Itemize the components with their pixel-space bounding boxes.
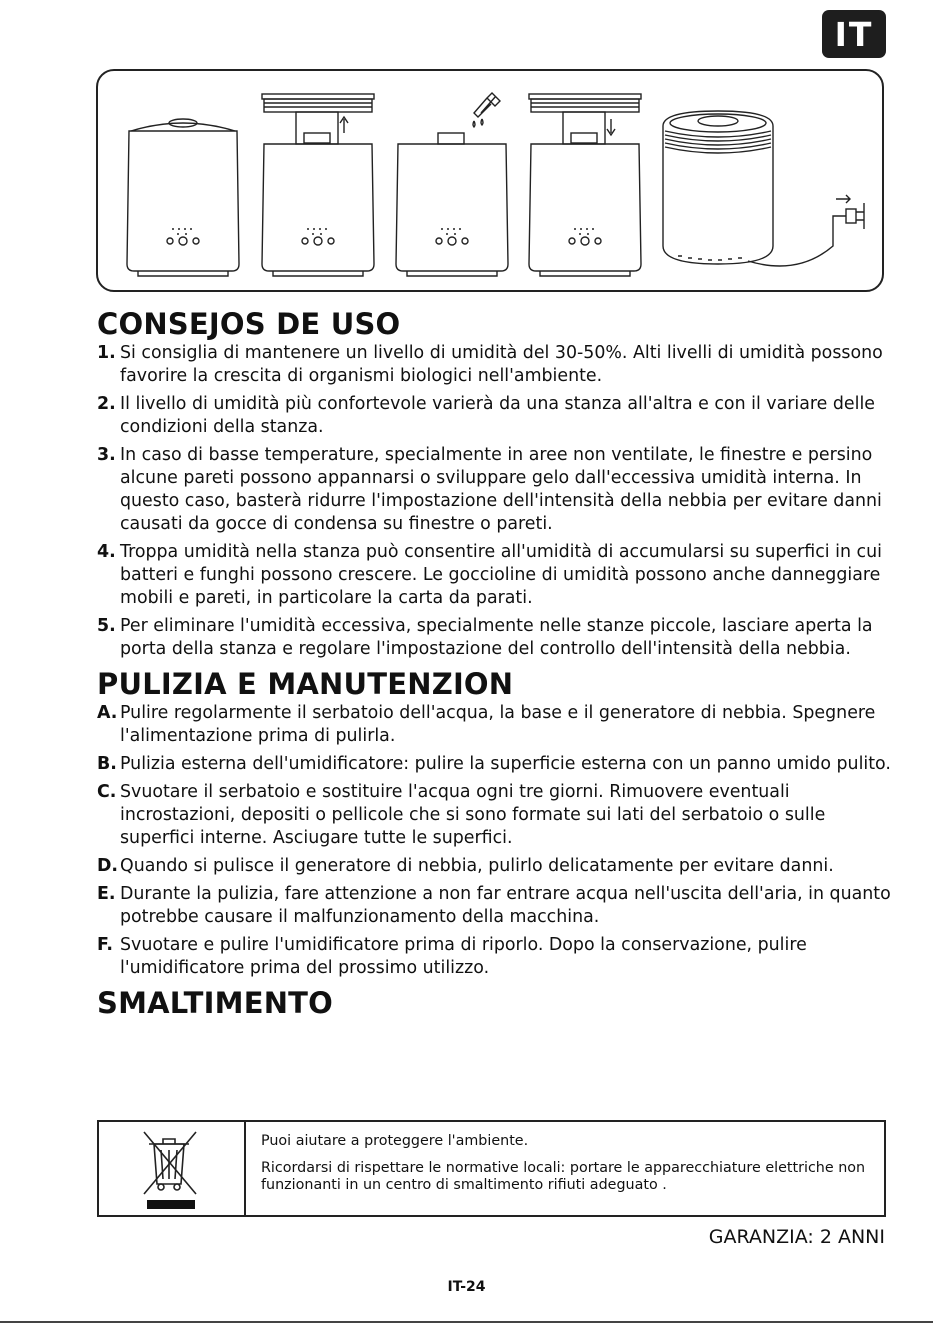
item-marker: 5. [97, 616, 116, 636]
item-marker: F. [97, 935, 113, 955]
item-marker: A. [97, 703, 118, 723]
humidifier-step-add-oil-icon [396, 93, 508, 276]
item-text: Troppa umidità nella stanza può consentire all'umidità di accumularsi su superfici in cui batteri e funghi possono crescere. Le goccioline di umidità possono anche danneggiare mobili e pareti, in particolare la carta da parati. [120, 542, 882, 608]
language-tab: IT [822, 10, 886, 58]
list-item [97, 855, 892, 878]
disposal-line-1: Puoi aiutare a proteggere l'ambiente. [261, 1133, 529, 1149]
humidifier-step-lower-tank-icon [529, 94, 641, 276]
section-title-cleaning: PULIZIA E MANUTENZION [97, 667, 514, 701]
item-marker: 3. [97, 445, 116, 465]
cleaning-list [97, 702, 892, 980]
bottom-divider [0, 1321, 933, 1323]
list-item [97, 342, 892, 388]
item-text: Pulizia esterna dell'umidificatore: pulire la superficie esterna con un panno umido pulito. [120, 754, 891, 774]
item-text: Il livello di umidità più confortevole varierà da una stanza all'altra e con il variare delle condizioni della stanza. [120, 394, 875, 437]
disposal-box [97, 1120, 886, 1217]
humidifier-step-1-icon [127, 119, 239, 276]
item-text: Pulire regolarmente il serbatoio dell'acqua, la base e il generatore di nebbia. Spegnere l'alimentazione prima di pulirla. [120, 703, 876, 746]
item-marker: 4. [97, 542, 116, 562]
item-text: Durante la pulizia, fare attenzione a non far entrare acqua nell'uscita dell'aria, in quanto potrebbe causare il malfunzionamento della macchina. [120, 884, 891, 927]
humidifier-plug-in-icon [663, 111, 864, 266]
disposal-line-2: Ricordarsi di rispettare le normative locali: portare le apparecchiature elettriche non funzionanti in un centro di smaltimento rifiuti adeguato . [261, 1160, 866, 1193]
list-item [97, 883, 892, 929]
item-marker: 2. [97, 394, 116, 414]
disposal-text [246, 1122, 884, 1215]
list-item [97, 781, 892, 850]
list-item [97, 934, 892, 980]
usage-illustration [96, 69, 884, 292]
item-text: Per eliminare l'umidità eccessiva, specialmente nelle stanze piccole, lasciare aperta la porta della stanza e regolare l'impostazione del controllo dell'intensità della nebbia. [120, 616, 873, 659]
list-item [97, 615, 892, 661]
warranty-label: GARANZIA: 2 ANNI [708, 1226, 885, 1248]
list-item [97, 393, 892, 439]
item-text: Quando si pulisce il generatore di nebbia, pulirlo delicatamente per evitare danni. [120, 856, 834, 876]
weee-bin-icon [99, 1122, 246, 1215]
item-marker: D. [97, 856, 119, 876]
item-text: Svuotare e pulire l'umidificatore prima di riporlo. Dopo la conservazione, pulire l'umidificatore prima del prossimo utilizzo. [120, 935, 807, 978]
page-number: IT-24 [447, 1279, 486, 1295]
item-marker: B. [97, 754, 117, 774]
section-title-disposal: SMALTIMENTO [97, 986, 334, 1020]
item-marker: 1. [97, 343, 116, 363]
section-title-usage: CONSEJOS DE USO [97, 307, 401, 341]
list-item [97, 702, 892, 748]
item-text: Svuotare il serbatoio e sostituire l'acqua ogni tre giorni. Rimuovere eventuali incrostazioni, depositi o pellicole che si sono formate sui lati del serbatoio o sulle superfici interne. Asciugare tutte le superfici. [120, 782, 826, 848]
list-item [97, 444, 892, 536]
list-item [97, 541, 892, 610]
list-item [97, 753, 892, 776]
humidifier-step-lift-tank-icon [262, 94, 374, 276]
item-marker: C. [97, 782, 117, 802]
item-marker: E. [97, 884, 116, 904]
item-text: In caso di basse temperature, specialmente in aree non ventilate, le finestre e persino alcune pareti possono appannarsi o sviluppare gelo dall'eccessiva umidità interna. In questo caso, basterà ridurre l'impostazione dell'intensità della nebbia per evitare danni causati da gocce di condensa su finestre o pareti. [120, 445, 882, 534]
item-text: Si consiglia di mantenere un livello di umidità del 30-50%. Alti livelli di umidità possono favorire la crescita di organismi biologici nell'ambiente. [120, 343, 883, 386]
usage-tips-list [97, 342, 892, 661]
humidifier-steps-drawing [98, 71, 882, 290]
